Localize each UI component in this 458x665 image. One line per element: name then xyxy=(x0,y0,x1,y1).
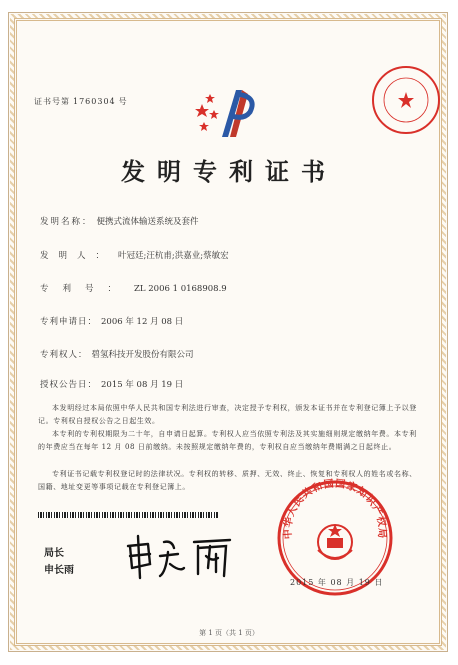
certificate-number-suffix: 号 xyxy=(118,97,128,106)
certificate-number xyxy=(34,96,131,107)
seal-text: 中华人民共和国国家知识产权局 xyxy=(282,478,388,540)
signatory-name: 申长雨 xyxy=(44,565,74,576)
paragraph-term: 本专利的专利权期限为二十年，自申请日起算。专利权人应当依照专利法及其实施细则规定缴纳年费。本专利的年费应当在每年 12 月 08 日前缴纳。未按照规定缴纳年费的，专利权自应当缴纳年费期满之日起终止。 xyxy=(38,430,417,451)
field-patentee xyxy=(40,348,194,360)
field-value: 2015 年 08 月 19 日 xyxy=(101,380,184,390)
field-label: 专利号： xyxy=(40,284,131,294)
field-invention-name xyxy=(40,215,199,227)
field-grant-date xyxy=(40,378,183,390)
field-value: 叶冠廷;汪杭甫;洪嘉业;蔡敏宏 xyxy=(118,251,229,261)
field-inventor xyxy=(40,249,229,261)
field-value: 便携式流体输送系统及套件 xyxy=(96,217,199,227)
field-label: 发明名称： xyxy=(40,217,93,227)
field-value: ZL 2006 1 0168908.9 xyxy=(134,284,227,294)
field-value: 碧氢科技开发股份有限公司 xyxy=(91,350,194,360)
paragraph-legal-status: 专利证书记载专利权登记时的法律状况。专利权的转移、质押、无效、终止、恢复和专利权人的姓名或名称、国籍、地址变更等事项记载在专利登记簿上。 xyxy=(38,470,417,491)
barcode xyxy=(38,512,218,518)
field-patent-number xyxy=(40,282,227,294)
certificate-number-value: 1760304 xyxy=(73,97,116,106)
handwritten-signature xyxy=(120,528,240,583)
agency-stamp xyxy=(370,64,442,136)
signatory-title: 局长 xyxy=(44,548,64,559)
field-label: 专利申请日： xyxy=(40,317,98,327)
page-number: 第 1 页（共 1 页） xyxy=(199,629,259,637)
patent-office-emblem-icon xyxy=(192,82,262,142)
certificate-number-label: 证书号第 xyxy=(34,97,70,106)
field-label: 授权公告日： xyxy=(40,380,98,390)
field-value: 2006 年 12 月 08 日 xyxy=(101,317,184,327)
field-label: 发明人： xyxy=(40,251,115,261)
field-application-date xyxy=(40,315,183,327)
page-title: 发明专利证书 xyxy=(121,158,337,186)
field-label: 专利权人： xyxy=(40,350,88,360)
seal-date: 2015 年 08 月 19 日 xyxy=(290,578,384,587)
paragraph-grant: 本发明经过本局依照中华人民共和国专利法进行审查，决定授予专利权，颁发本证书并在专利登记簿上予以登记。专利权自授权公告之日起生效。 xyxy=(38,404,417,425)
